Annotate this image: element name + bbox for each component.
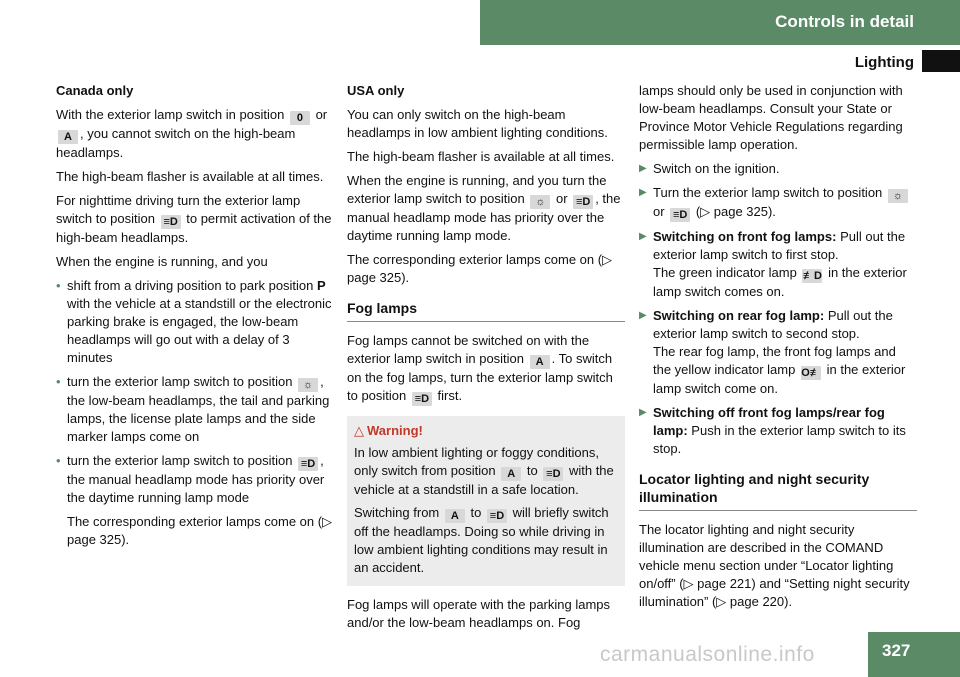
canada-paragraph-1 — [56, 106, 334, 162]
auto-position-icon: A — [445, 509, 465, 523]
front-fog-lamp-icon: ≢D — [802, 270, 822, 282]
watermark: carmanualsonline.info — [600, 643, 815, 666]
canada-paragraph-2: The high-beam flasher is available at all times. — [56, 169, 324, 184]
text: (▷ page 325). — [695, 204, 776, 219]
step-arrow-icon: ▶ — [639, 187, 647, 198]
step-item — [639, 228, 917, 301]
auto-position-icon: A — [530, 355, 550, 369]
text: first. — [437, 388, 463, 403]
low-beam-icon: ≡D — [412, 392, 432, 406]
rear-fog-lamp-icon: O≢ — [801, 367, 821, 379]
text: turn the exterior lamp switch to position — [67, 374, 293, 389]
low-beam-icon: ≡D — [670, 208, 690, 222]
text: The rear fog lamp, the front fog lamps and the yellow indicator lamp — [653, 344, 896, 377]
warning-box — [347, 416, 625, 586]
usa-paragraph-2: The high-beam flasher is available at all times. — [347, 149, 615, 164]
low-beam-icon: ≡D — [161, 215, 181, 229]
step-item — [639, 307, 917, 398]
text: . To switch on the fog lamps, turn the exterior lamp switch to position — [347, 351, 613, 403]
header-title: Controls in detail — [775, 12, 914, 31]
text: or — [315, 107, 328, 122]
usa-paragraph-1: You can only switch on the high-beam headlamps in low ambient lighting conditions. — [347, 107, 608, 140]
section-title: Lighting — [854, 54, 914, 71]
step-item — [639, 404, 917, 458]
usa-heading: USA only — [347, 83, 405, 98]
column-1 — [56, 82, 334, 555]
fog-paragraph-1 — [347, 332, 625, 406]
text: shift from a driving position to park position — [67, 278, 314, 293]
warning-triangle-icon: △ — [354, 423, 364, 438]
usa-paragraph-4: The corresponding exterior lamps come on (▷ page 325). — [347, 252, 613, 285]
step-arrow-icon: ▶ — [639, 231, 647, 242]
bullet-item — [56, 373, 334, 446]
page-number: 327 — [882, 641, 911, 660]
text: with the vehicle at a standstill in a safe location. — [354, 463, 614, 497]
usa-paragraph-3 — [347, 172, 625, 245]
text: with the vehicle at a standstill or the electronic parking brake is engaged, the low-beam headlamps will go out with a delay of 3 minutes — [67, 296, 332, 365]
text: , the manual headlamp mode has priority over the daytime running lamp mode. — [347, 191, 621, 243]
locator-paragraph: The locator lighting and night security illumination are described in the COMAND vehicle menu section under “Locator lighting on/off” (▷ page 221) and “Setting night security illumination” (▷ page 220). — [639, 522, 910, 609]
text: Push in the exterior lamp switch to its stop. — [653, 423, 906, 456]
auto-position-icon: A — [58, 130, 78, 144]
park-position-label: P — [317, 278, 326, 293]
text: Turn the exterior lamp switch to position — [653, 185, 883, 200]
text: For nighttime driving turn the exterior lamp switch to position — [56, 193, 301, 226]
column-2 — [347, 82, 625, 638]
text: Switching from — [354, 505, 440, 520]
text: or — [556, 191, 568, 206]
corner-block — [922, 50, 960, 72]
text: to permit activation of the high-beam headlamps. — [56, 211, 332, 245]
text: , the manual headlamp mode has priority over the daytime running lamp mode — [67, 453, 325, 505]
text: in the exterior lamp switch come on. — [653, 362, 906, 396]
locator-heading: Locator lighting and night security illumination — [639, 470, 917, 511]
low-beam-icon: ≡D — [573, 195, 593, 209]
text: Switch on the ignition. — [653, 161, 780, 176]
step-label: Switching off front fog lamps/rear fog lamp: — [653, 405, 885, 438]
parking-lamp-icon: ☼ — [888, 189, 908, 203]
text: turn the exterior lamp switch to position — [67, 453, 293, 468]
warning-title: Warning! — [367, 423, 423, 438]
text: to — [526, 463, 538, 478]
parking-lamp-icon: ☼ — [530, 195, 550, 209]
text: In low ambient lighting or foggy conditions, only switch from position — [354, 445, 599, 478]
text: Pull out the exterior lamp switch to first stop. — [653, 229, 906, 262]
canada-paragraph-3 — [56, 192, 334, 247]
text: The green indicator lamp — [653, 265, 797, 280]
low-beam-icon: ≡D — [543, 467, 563, 481]
text: When the engine is running, and you turn the exterior lamp switch to position — [347, 173, 607, 206]
warning-paragraph-1 — [354, 444, 618, 499]
text: , you cannot switch on the high-beam headlamps. — [56, 126, 296, 160]
fog-lamps-heading: Fog lamps — [347, 299, 625, 322]
text: Pull out the exterior lamp switch to second stop. — [653, 308, 893, 341]
fog-paragraph-2: Fog lamps will operate with the parking lamps and/or the low-beam headlamps on. Fog — [347, 597, 611, 630]
step-arrow-icon: ▶ — [639, 163, 647, 174]
step-arrow-icon: ▶ — [639, 310, 647, 321]
bullet-note: The corresponding exterior lamps come on (▷ page 325). — [67, 514, 333, 547]
warning-paragraph-2 — [354, 504, 618, 577]
text: in the exterior lamp switch comes on. — [653, 265, 907, 299]
step-item — [639, 160, 917, 178]
step-item — [639, 184, 917, 222]
canada-heading: Canada only — [56, 83, 134, 98]
text: or — [653, 204, 665, 219]
text: will briefly switch off the headlamps. Doing so while driving in low ambient lighting conditions may result in an accident. — [354, 505, 609, 575]
text: Fog lamps cannot be switched on with the exterior lamp switch in position — [347, 333, 590, 366]
warning-heading — [354, 422, 618, 440]
bullet-item — [56, 277, 334, 367]
zero-position-icon: 0 — [290, 111, 310, 125]
canada-paragraph-4: When the engine is running, and you — [56, 254, 268, 269]
low-beam-icon: ≡D — [487, 509, 507, 523]
fog-paragraph-3: lamps should only be used in conjunction with low-beam headlamps. Consult your State or Province Motor Vehicle Regulations regarding permissible lamp operation. — [639, 83, 903, 152]
text: to — [470, 505, 482, 520]
text: With the exterior lamp switch in position — [56, 107, 285, 122]
step-arrow-icon: ▶ — [639, 407, 647, 418]
parking-lamp-icon: ☼ — [298, 378, 318, 392]
text: , the low-beam headlamps, the tail and parking lamps, the license plate lamps and the side marker lamps come on — [67, 374, 330, 444]
step-label: Switching on rear fog lamp: — [653, 308, 825, 323]
low-beam-icon: ≡D — [298, 457, 318, 471]
bullet-item — [56, 452, 334, 549]
auto-position-icon: A — [501, 467, 521, 481]
column-3 — [639, 82, 917, 617]
page-number-box — [868, 632, 960, 677]
step-label: Switching on front fog lamps: — [653, 229, 837, 244]
